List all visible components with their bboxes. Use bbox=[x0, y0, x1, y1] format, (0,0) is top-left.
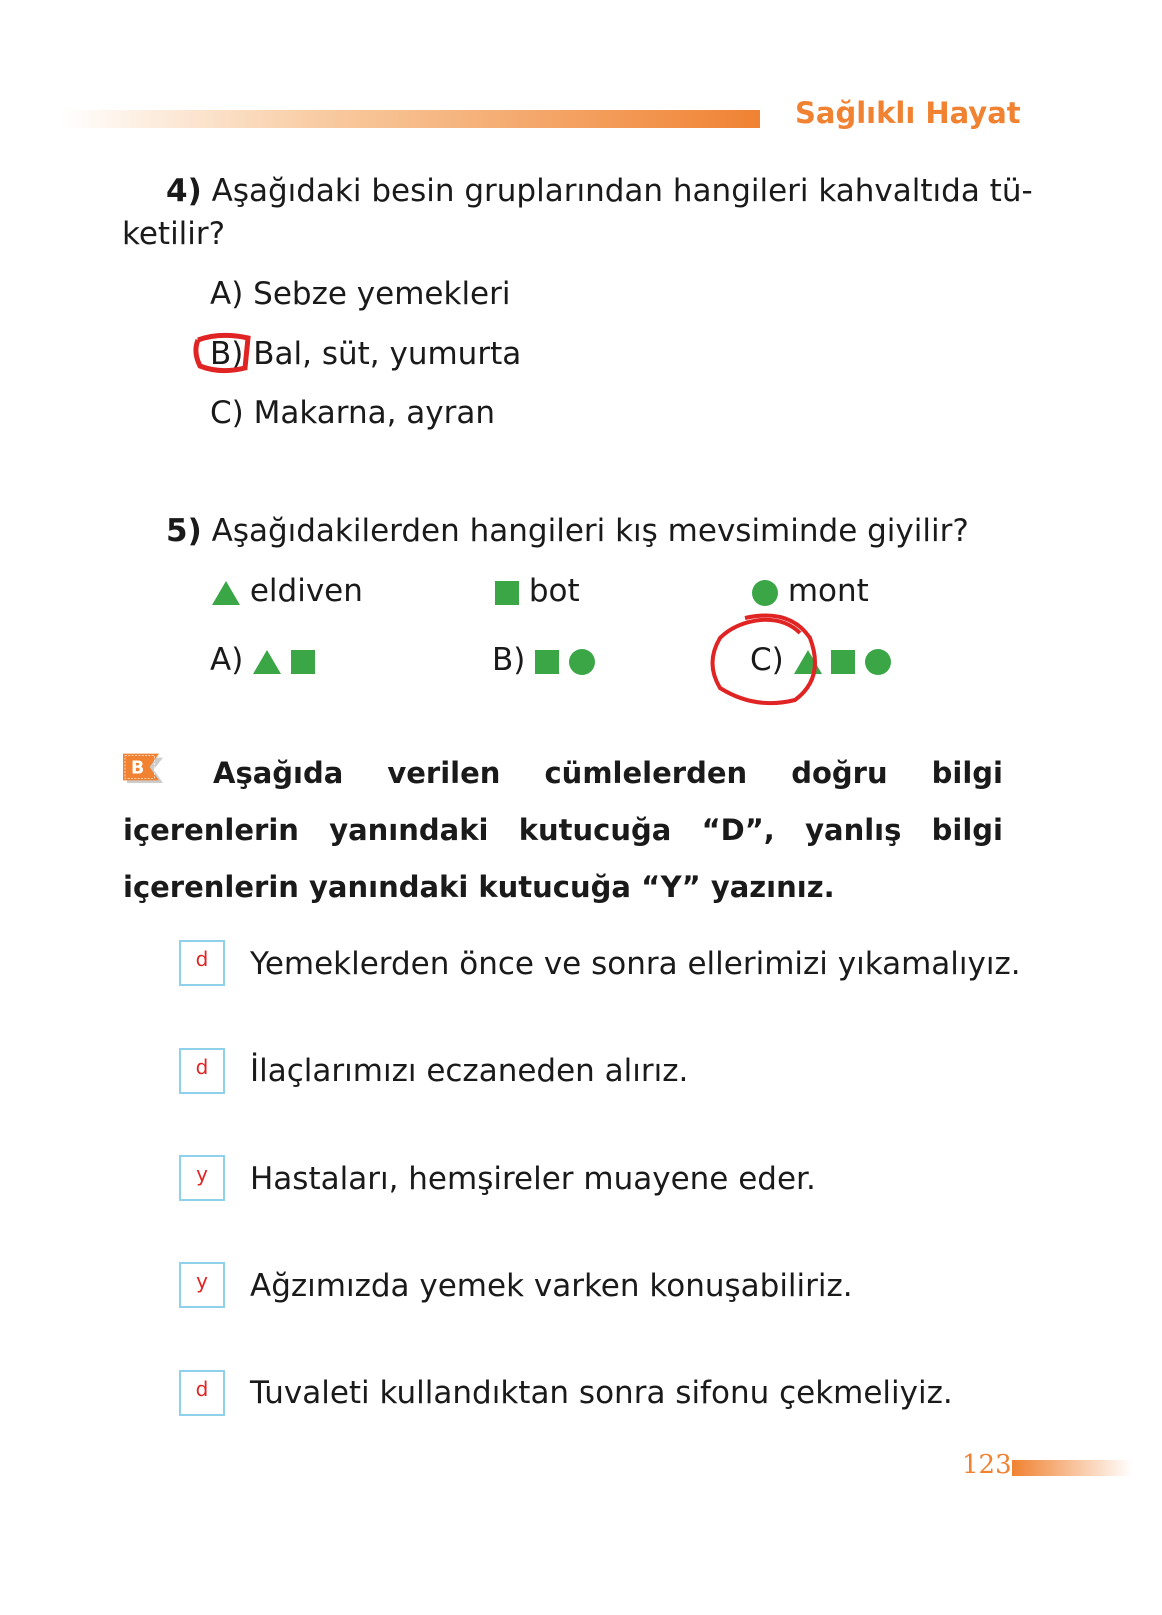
answer-box-5[interactable]: d bbox=[179, 1370, 225, 1416]
statement-1: Yemeklerden önce ve sonra ellerimizi yıkamalıyız. bbox=[250, 946, 1021, 982]
section-b-instruction: Aşağıda verilen cümlelerden doğru bilgi içerenlerin yanındaki kutucuğa “D”, yanlış bilgi içerenlerin yanındaki kutucuğa “Y” yazınız. bbox=[123, 756, 1003, 904]
q4-option-c[interactable]: C) Makarna, ayran bbox=[210, 395, 496, 431]
triangle-icon bbox=[212, 581, 240, 605]
square-icon bbox=[291, 650, 315, 674]
statement-3: Hastaları, hemşireler muayene eder. bbox=[250, 1161, 816, 1197]
square-icon bbox=[831, 650, 855, 674]
answer-box-1[interactable]: d bbox=[179, 940, 225, 986]
page-title: Sağlıklı Hayat bbox=[795, 96, 1021, 130]
square-icon bbox=[495, 581, 519, 605]
q5-option-a[interactable]: A) bbox=[210, 642, 315, 678]
square-icon bbox=[535, 650, 559, 674]
page-number: 123 bbox=[962, 1450, 1012, 1480]
answer-box-2[interactable]: d bbox=[179, 1048, 225, 1094]
svg-text:B: B bbox=[131, 758, 145, 779]
statement-4: Ağzımızda yemek varken konuşabiliriz. bbox=[250, 1268, 853, 1304]
red-mark-q4 bbox=[190, 330, 255, 375]
legend-eldiven: eldiven bbox=[212, 573, 363, 609]
q5-line bbox=[166, 513, 969, 549]
answer-box-4[interactable]: y bbox=[179, 1262, 225, 1308]
q5-option-c[interactable]: C) bbox=[750, 642, 891, 678]
q5-option-b[interactable]: B) bbox=[492, 642, 595, 678]
footer-bar bbox=[1012, 1460, 1132, 1476]
q5-number: 5) bbox=[166, 513, 202, 549]
circle-icon bbox=[752, 580, 778, 606]
triangle-icon bbox=[253, 650, 281, 674]
q4-text: Aşağıdaki besin gruplarından hangileri kahvaltıda tü- bbox=[211, 173, 1033, 209]
circle-icon bbox=[865, 649, 891, 675]
statement-2: İlaçlarımızı eczaneden alırız. bbox=[250, 1053, 689, 1089]
legend-mont: mont bbox=[752, 573, 869, 609]
q4-number: 4) bbox=[166, 173, 202, 209]
statement-5: Tuvaleti kullandıktan sonra sifonu çekmeliyiz. bbox=[250, 1375, 953, 1411]
legend-bot: bot bbox=[495, 573, 580, 609]
q4-line1 bbox=[166, 173, 1033, 209]
header-bar bbox=[60, 110, 760, 128]
red-circle-q5 bbox=[700, 608, 830, 713]
q5-text: Aşağıdakilerden hangileri kış mevsiminde giyilir? bbox=[211, 513, 969, 549]
circle-icon bbox=[569, 649, 595, 675]
q4-line2: ketilir? bbox=[122, 216, 226, 252]
q4-option-b[interactable]: B) Bal, süt, yumurta bbox=[210, 336, 522, 372]
answer-box-3[interactable]: y bbox=[179, 1155, 225, 1201]
q4-option-a[interactable]: A) Sebze yemekleri bbox=[210, 276, 511, 312]
